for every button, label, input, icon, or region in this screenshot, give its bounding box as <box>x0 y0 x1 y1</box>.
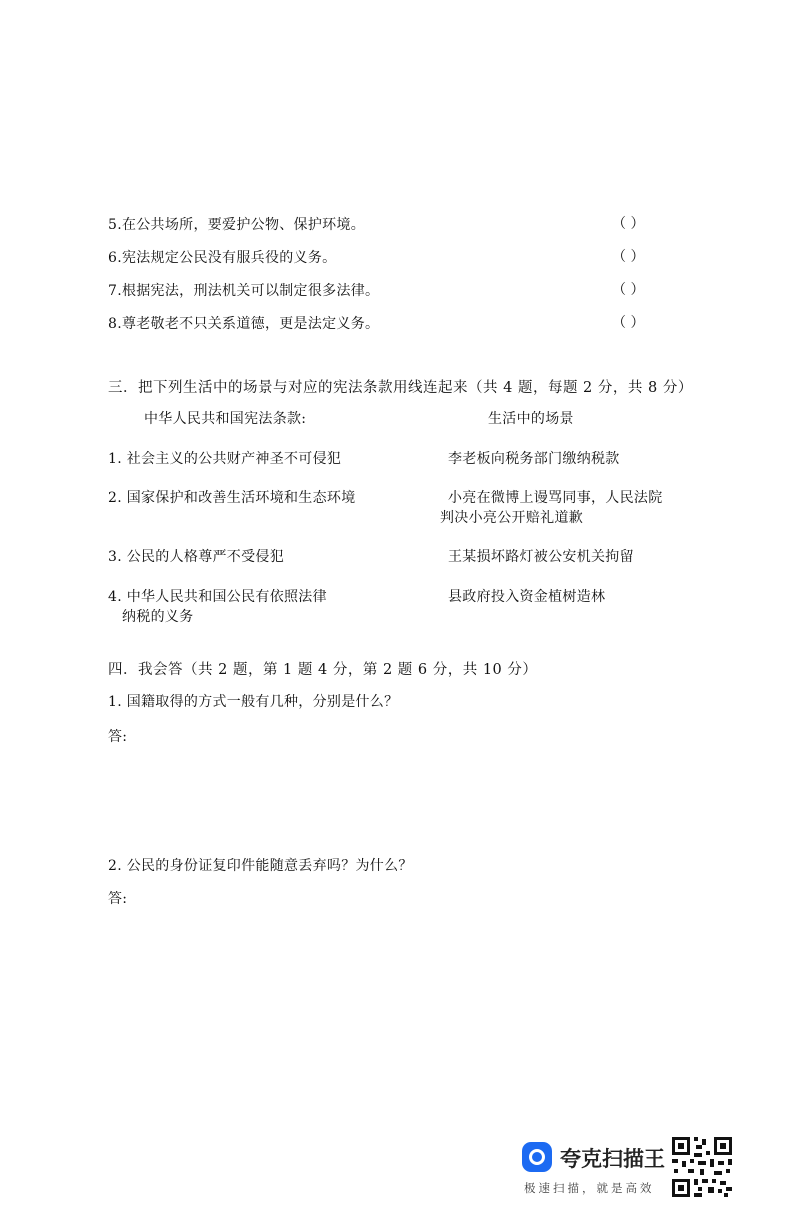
tf-answer-paren-7: （ ） <box>612 282 645 298</box>
tf-answer-paren-6: （ ） <box>612 249 645 265</box>
clause-item-4-cont: 纳税的义务 <box>122 609 194 625</box>
right-column-header: 生活中的场景 <box>488 411 574 427</box>
watermark-slogan: 极速扫描，就是高效 <box>524 1181 655 1195</box>
quark-logo-icon <box>522 1142 552 1172</box>
scene-item-3: 王某损坏路灯被公安机关拘留 <box>448 549 634 565</box>
left-column-header: 中华人民共和国宪法条款: <box>144 411 307 427</box>
tf-item-8: 8.尊老敬老不只关系道德，更是法定义务。 <box>108 316 380 332</box>
watermark-brand: 夸克扫描王 <box>560 1147 665 1171</box>
qr-code-icon <box>670 1135 734 1199</box>
clause-item-2: 2. 国家保护和改善生活环境和生态环境 <box>108 490 356 506</box>
question-2: 2. 公民的身份证复印件能随意丢弃吗？为什么？ <box>108 858 413 874</box>
scene-item-2-cont: 判决小亮公开赔礼道歉 <box>440 510 583 526</box>
tf-answer-paren-5: （ ） <box>612 216 645 232</box>
scene-item-4: 县政府投入资金植树造林 <box>448 589 606 605</box>
scene-item-1: 李老板向税务部门缴纳税款 <box>448 451 620 467</box>
scene-item-2: 小亮在微博上谩骂同事，人民法院 <box>448 490 663 506</box>
section-4-title: 四．我会答（共 2 题，第 1 题 4 分，第 2 题 6 分，共 10 分） <box>108 662 538 678</box>
tf-item-5: 5.在公共场所，要爱护公物、保护环境。 <box>108 217 366 233</box>
section-3-title: 三．把下列生活中的场景与对应的宪法条款用线连起来（共 4 题，每题 2 分，共 8 分） <box>108 380 693 396</box>
clause-item-3: 3. 公民的人格尊严不受侵犯 <box>108 549 285 565</box>
answer-label-1: 答: <box>108 729 128 745</box>
tf-item-7: 7.根据宪法，刑法机关可以制定很多法律。 <box>108 283 380 299</box>
answer-label-2: 答: <box>108 891 128 907</box>
question-1: 1. 国籍取得的方式一般有几种，分别是什么？ <box>108 694 399 710</box>
tf-item-6: 6.宪法规定公民没有服兵役的义务。 <box>108 250 337 266</box>
tf-answer-paren-8: （ ） <box>612 315 645 331</box>
clause-item-1: 1. 社会主义的公共财产神圣不可侵犯 <box>108 451 342 467</box>
clause-item-4: 4. 中华人民共和国公民有依照法律 <box>108 589 327 605</box>
